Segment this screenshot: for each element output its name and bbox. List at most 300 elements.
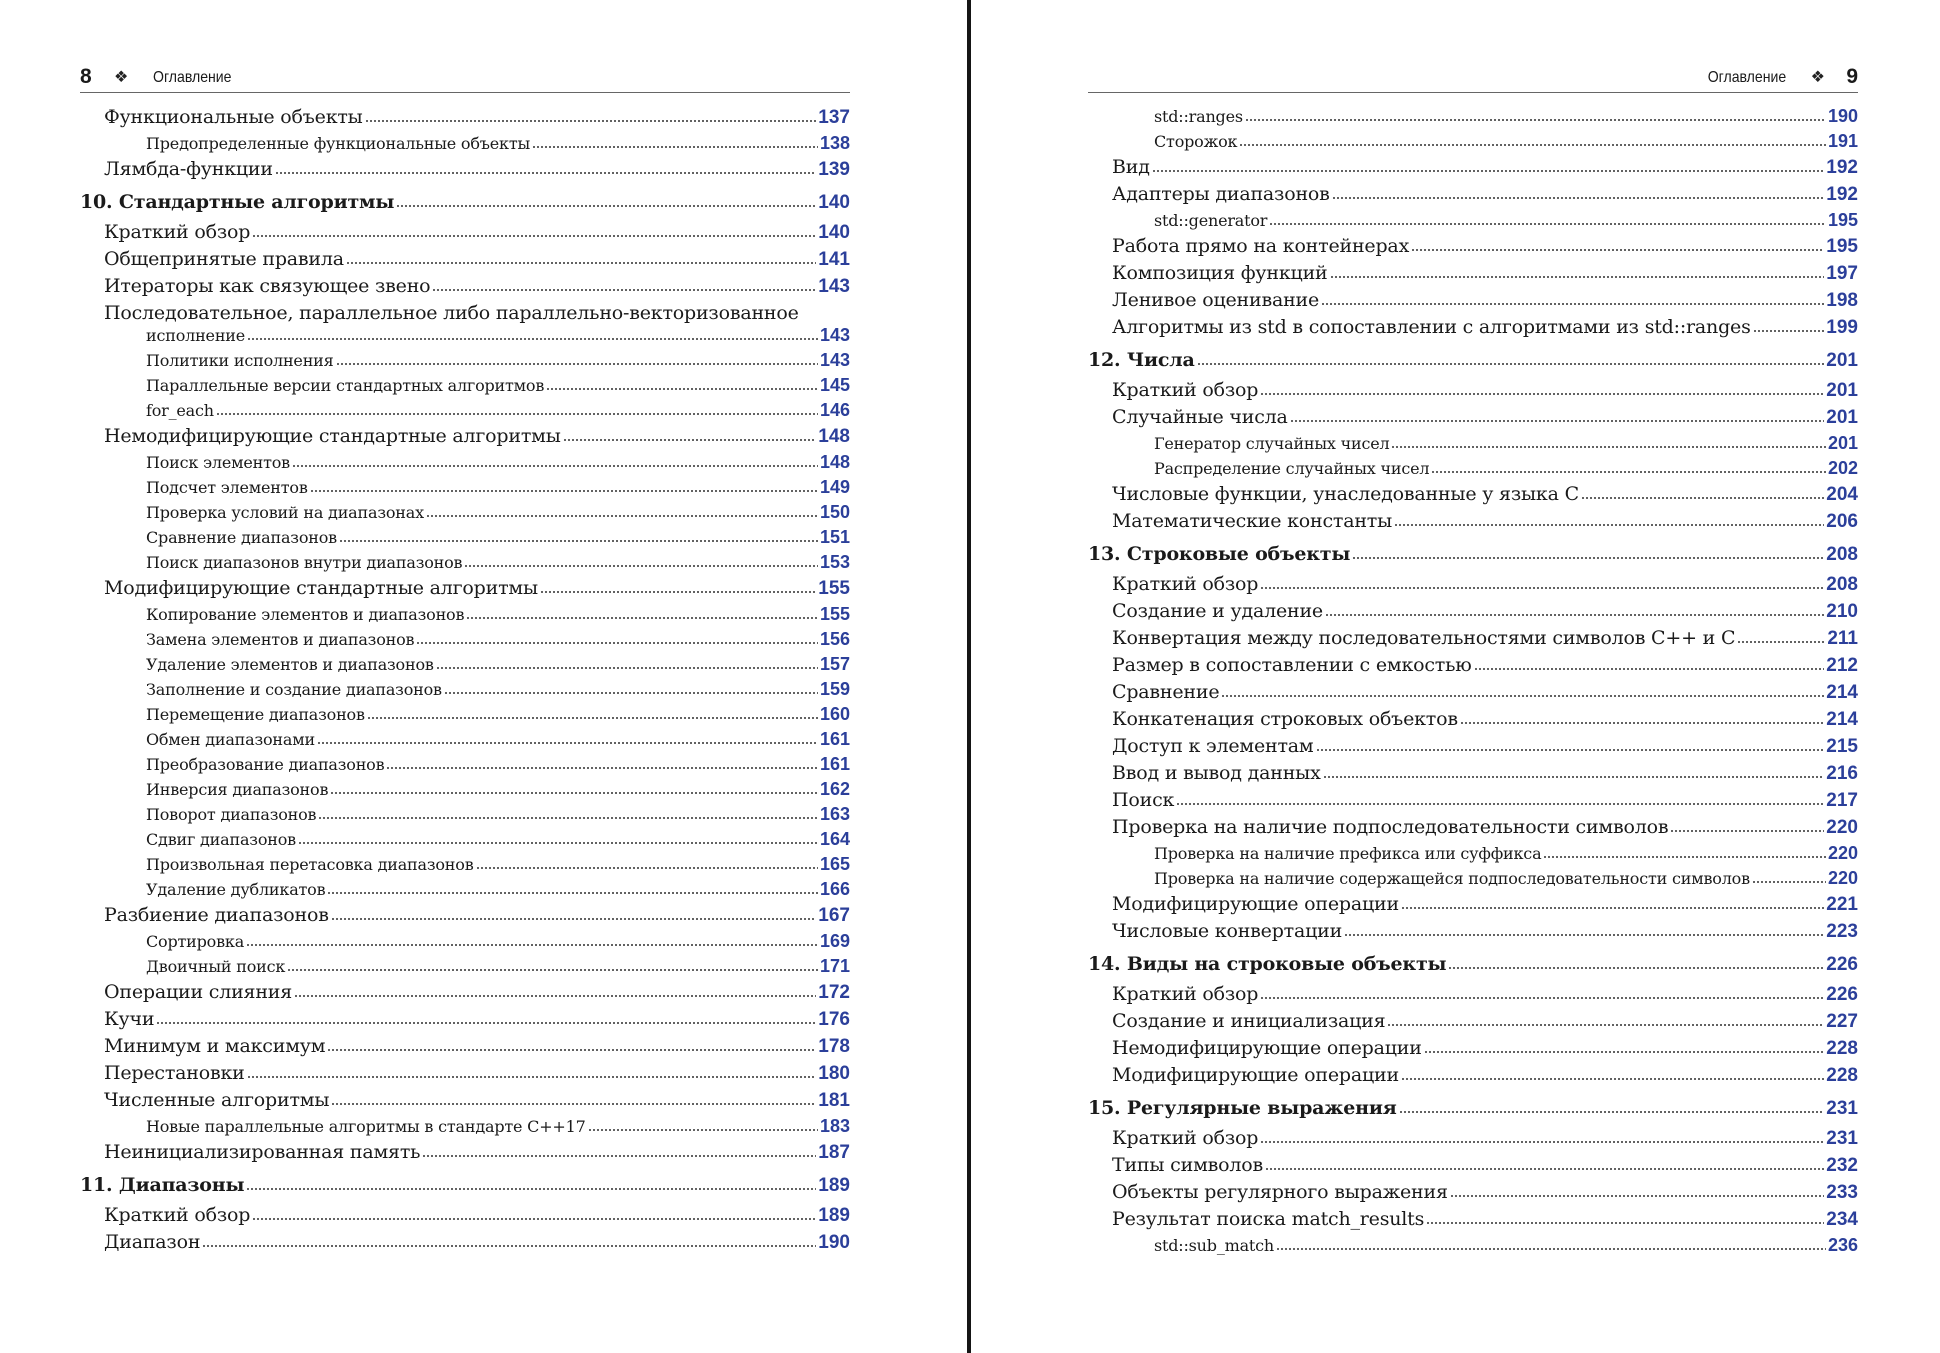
dot-leader (1265, 1154, 1824, 1171)
toc-page-number: 169 (819, 931, 850, 951)
toc-page-number: 211 (1827, 628, 1858, 650)
toc-page-number: 143 (818, 276, 850, 298)
toc-entry-title: Немодифицирующие стандартные алгоритмы (104, 425, 561, 448)
toc-page-number: 138 (819, 133, 850, 153)
toc-entry[interactable] (80, 577, 850, 604)
toc-list-right (1088, 106, 1858, 1260)
dot-leader (1176, 789, 1824, 806)
toc-entry[interactable] (1088, 762, 1858, 789)
toc-entry-title: Поворот диапазонов (146, 805, 317, 824)
toc-page-number: 226 (1826, 984, 1858, 1006)
toc-entry-title: Итераторы как связующее звено (104, 275, 431, 298)
toc-entry-title: Разбиение диапазонов (104, 904, 329, 927)
toc-entry-title: Минимум и максимум (104, 1035, 326, 1058)
toc-entry[interactable] (80, 1204, 850, 1231)
dot-leader (252, 221, 816, 238)
dot-leader (422, 1141, 816, 1158)
toc-entry[interactable] (1088, 600, 1858, 627)
toc-entry[interactable] (80, 904, 850, 931)
toc-entry[interactable] (80, 629, 850, 654)
toc-entry[interactable] (1088, 262, 1858, 289)
toc-page-number: 228 (1826, 1065, 1858, 1087)
page-number: 8 (80, 65, 92, 88)
toc-entry-title: Работа прямо на контейнерах (1112, 235, 1410, 258)
toc-entry[interactable] (1088, 573, 1858, 600)
dot-leader (1460, 708, 1824, 725)
toc-entry-title: Параллельные версии стандартных алгоритмов (146, 376, 545, 395)
toc-entry[interactable] (80, 1089, 850, 1116)
toc-page-number: 143 (819, 350, 850, 370)
toc-entry-title: Диапазон (104, 1231, 201, 1254)
toc-page-number: 204 (1826, 484, 1858, 506)
toc-entry[interactable] (1088, 681, 1858, 708)
toc-entry-title: std::ranges (1154, 107, 1243, 126)
toc-page-number: 208 (1826, 574, 1858, 596)
dot-leader (1753, 316, 1825, 333)
toc-page-number: 140 (818, 192, 850, 214)
toc-entry-title: Перестановки (104, 1062, 245, 1085)
toc-entry-title: 12. Числа (1088, 349, 1195, 372)
toc-entry-title: Численные алгоритмы (104, 1089, 330, 1112)
dot-leader (1670, 816, 1824, 833)
toc-chapter[interactable] (1088, 349, 1858, 376)
dot-leader (1152, 156, 1825, 173)
toc-entry[interactable] (1088, 708, 1858, 735)
toc-entry-title: Кучи (104, 1008, 155, 1031)
toc-entry[interactable] (80, 302, 850, 325)
toc-page-number: 148 (818, 426, 850, 448)
toc-entry-title: Общепринятые правила (104, 248, 344, 271)
page-number: 9 (1846, 65, 1858, 88)
toc-page-number: 228 (1826, 1038, 1858, 1060)
toc-page-number: 201 (1826, 380, 1858, 402)
toc-entry-title: Вид (1112, 156, 1150, 179)
toc-page-number: 163 (819, 804, 850, 824)
toc-page-number: 214 (1826, 709, 1858, 731)
toc-page-number: 217 (1826, 790, 1858, 812)
toc-entry[interactable] (80, 1141, 850, 1168)
toc-entry-title: Размер в сопоставлении с емкостью (1112, 654, 1472, 677)
toc-entry[interactable] (80, 452, 850, 477)
dot-leader (1245, 108, 1826, 122)
toc-entry-title: Краткий обзор (104, 1204, 251, 1227)
dot-leader (563, 425, 817, 442)
toc-page-number: 146 (819, 400, 850, 420)
dot-leader (532, 135, 818, 149)
dot-leader (1474, 654, 1825, 671)
dot-leader (546, 377, 818, 391)
toc-entry[interactable] (1088, 289, 1858, 316)
toc-entry-title: Создание и инициализация (1112, 1010, 1386, 1033)
dot-leader (246, 933, 818, 947)
toc-page-number: 233 (1826, 1182, 1858, 1204)
toc-entry-title: Результат поиска match_results (1112, 1208, 1425, 1231)
toc-entry[interactable] (1088, 735, 1858, 762)
running-title: Оглавление (153, 69, 232, 86)
toc-page-number: 223 (1826, 921, 1858, 943)
toc-page-number: 181 (818, 1090, 850, 1112)
toc-entry-title: Адаптеры диапазонов (1112, 183, 1330, 206)
dot-leader (336, 352, 818, 366)
dot-leader (1276, 1237, 1826, 1251)
toc-page-number: 210 (1826, 601, 1858, 623)
toc-entry[interactable] (1088, 816, 1858, 843)
toc-entry[interactable] (80, 754, 850, 779)
toc-entry-title: Проверка на наличие префикса или суффикса (1154, 844, 1542, 863)
toc-page-number: 192 (1826, 157, 1858, 179)
toc-entry-title: Случайные числа (1112, 406, 1288, 429)
toc-page-number: 183 (819, 1116, 850, 1136)
ornament-icon: ❖ (114, 69, 129, 86)
toc-entry[interactable] (80, 956, 850, 981)
dot-leader (386, 756, 818, 770)
toc-entry[interactable] (80, 275, 850, 302)
toc-entry-title: Новые параллельные алгоритмы в стандарте C++17 (146, 1117, 586, 1136)
toc-entry[interactable] (1088, 1037, 1858, 1064)
toc-page-number: 145 (819, 375, 850, 395)
toc-entry-title: std::generator (1154, 211, 1268, 230)
toc-entry[interactable] (80, 604, 850, 629)
toc-entry[interactable] (1088, 893, 1858, 920)
toc-entry-title: Создание и удаление (1112, 600, 1323, 623)
toc-entry-title: Математические константы (1112, 510, 1393, 533)
toc-entry[interactable] (80, 477, 850, 502)
dot-leader (331, 1089, 816, 1106)
dot-leader (436, 656, 818, 670)
toc-page-number: 231 (1826, 1098, 1858, 1120)
toc-entry[interactable] (1088, 106, 1858, 131)
toc-chapter[interactable] (1088, 543, 1858, 570)
toc-entry[interactable] (80, 879, 850, 904)
toc-entry[interactable] (80, 1008, 850, 1035)
toc-entry[interactable] (1088, 235, 1858, 262)
toc-entry[interactable] (1088, 843, 1858, 868)
toc-entry-title: Доступ к элементам (1112, 735, 1314, 758)
toc-entry[interactable] (80, 804, 850, 829)
toc-entry-title: Числовые функции, унаследованные у языка C (1112, 483, 1579, 506)
dot-leader (330, 781, 818, 795)
toc-entry-title: Двоичный поиск (146, 957, 286, 976)
dot-leader (1321, 289, 1824, 306)
toc-entry[interactable] (80, 325, 850, 350)
toc-entry[interactable] (1088, 510, 1858, 537)
toc-entry[interactable] (1088, 316, 1858, 343)
dot-leader (1330, 262, 1825, 279)
toc-entry[interactable] (1088, 789, 1858, 816)
right-page-header (1088, 62, 1858, 93)
toc-page-number: 187 (818, 1142, 850, 1164)
dot-leader (327, 881, 818, 895)
toc-page-number: 148 (819, 452, 850, 472)
book-spine (967, 0, 971, 1353)
toc-entry-title: Сторожок (1154, 132, 1238, 151)
toc-entry[interactable] (1088, 210, 1858, 235)
dot-leader (1424, 1037, 1825, 1054)
toc-page-number: 231 (1826, 1128, 1858, 1150)
dot-leader (1411, 235, 1824, 252)
toc-entry[interactable] (80, 221, 850, 248)
toc-page-number: 176 (818, 1009, 850, 1031)
toc-entry-title: Краткий обзор (1112, 379, 1259, 402)
dot-leader (1325, 600, 1824, 617)
dot-leader (1391, 435, 1825, 449)
dot-leader (444, 681, 818, 695)
dot-leader (252, 1204, 816, 1221)
toc-page-number: 161 (819, 754, 850, 774)
toc-entry-title: Преобразование диапазонов (146, 755, 385, 774)
dot-leader (1260, 573, 1824, 590)
toc-entry-title: Проверка условий на диапазонах (146, 503, 424, 522)
dot-leader (476, 856, 818, 870)
toc-page-number: 202 (1827, 458, 1858, 478)
dot-leader (331, 904, 817, 921)
toc-entry-title: Заполнение и создание диапазонов (146, 680, 442, 699)
toc-page-number: 137 (818, 107, 850, 129)
toc-entry-title: Обмен диапазонами (146, 730, 315, 749)
toc-list-left (80, 106, 850, 1258)
dot-leader (1581, 483, 1824, 500)
toc-entry[interactable] (80, 527, 850, 552)
toc-entry[interactable] (1088, 433, 1858, 458)
toc-entry-title: Предопределенные функциональные объекты (146, 134, 531, 153)
toc-page-number: 234 (1826, 1209, 1858, 1231)
toc-entry-title: std::sub_match (1154, 1236, 1275, 1255)
toc-entry-title: 14. Виды на строковые объекты (1088, 953, 1447, 976)
toc-entry-title: Инверсия диапазонов (146, 780, 329, 799)
toc-entry-title: Краткий обзор (1112, 983, 1259, 1006)
toc-entry-title: Краткий обзор (1112, 573, 1259, 596)
toc-page-number: 201 (1826, 350, 1858, 372)
toc-entry[interactable] (80, 248, 850, 275)
dot-leader (1352, 543, 1824, 560)
toc-entry[interactable] (80, 931, 850, 956)
toc-page-number: 199 (1826, 317, 1858, 339)
toc-entry-title: Сортировка (146, 932, 245, 951)
toc-page-number: 164 (819, 829, 850, 849)
toc-entry-title: Неинициализированная память (104, 1141, 421, 1164)
toc-page-number: 195 (1826, 236, 1858, 258)
dot-leader (327, 1035, 816, 1052)
toc-entry[interactable] (80, 981, 850, 1008)
dot-leader (317, 731, 818, 745)
toc-entry-title: Конкатенация строковых объектов (1112, 708, 1458, 731)
toc-page-number: 201 (1826, 407, 1858, 429)
toc-entry[interactable] (80, 400, 850, 425)
toc-entry[interactable] (80, 829, 850, 854)
toc-entry-title: Лямбда-функции (104, 158, 273, 181)
toc-entry[interactable] (80, 158, 850, 185)
toc-page-number: 221 (1826, 894, 1858, 916)
toc-entry-title: исполнение (146, 326, 246, 345)
toc-entry-title: 13. Строковые объекты (1088, 543, 1351, 566)
toc-entry-title: Замена элементов и диапазонов (146, 630, 415, 649)
toc-page-number: 220 (1826, 817, 1858, 839)
toc-entry[interactable] (1088, 627, 1858, 654)
left-page (80, 62, 850, 1258)
dot-leader (1448, 953, 1824, 970)
dot-leader (292, 454, 818, 468)
toc-entry-title: Сдвиг диапазонов (146, 830, 296, 849)
toc-entry[interactable] (1088, 983, 1858, 1010)
toc-entry[interactable] (1088, 483, 1858, 510)
toc-page-number: 198 (1826, 290, 1858, 312)
toc-entry-title: Политики исполнения (146, 351, 334, 370)
toc-page-number: 160 (819, 704, 850, 724)
toc-entry-title: Операции слияния (104, 981, 293, 1004)
toc-entry[interactable] (1088, 1064, 1858, 1091)
toc-entry[interactable] (80, 350, 850, 375)
dot-leader (1399, 1097, 1825, 1114)
toc-entry[interactable] (80, 1062, 850, 1089)
toc-entry-title: Подсчет элементов (146, 478, 308, 497)
dot-leader (298, 831, 818, 845)
toc-page-number: 189 (818, 1205, 850, 1227)
dot-leader (1450, 1181, 1825, 1198)
dot-leader (156, 1008, 816, 1025)
toc-page-number: 141 (818, 249, 850, 271)
toc-entry-title: Удаление дубликатов (146, 880, 326, 899)
toc-entry-title: Копирование элементов и диапазонов (146, 605, 465, 624)
toc-entry-title: 15. Регулярные выражения (1088, 1097, 1397, 1120)
toc-entry-title: Краткий обзор (104, 221, 251, 244)
toc-entry[interactable] (80, 854, 850, 879)
toc-entry[interactable] (1088, 1208, 1858, 1235)
toc-entry[interactable] (80, 502, 850, 527)
toc-entry[interactable] (1088, 379, 1858, 406)
toc-entry[interactable] (1088, 654, 1858, 681)
dot-leader (1394, 510, 1824, 527)
running-title: Оглавление (1707, 69, 1786, 86)
dot-leader (1426, 1208, 1824, 1225)
dot-leader (318, 806, 818, 820)
toc-entry-title: 11. Диапазоны (80, 1174, 245, 1197)
toc-page-number: 220 (1827, 843, 1858, 863)
toc-entry-title: Поиск элементов (146, 453, 290, 472)
dot-leader (346, 248, 816, 265)
dot-leader (275, 158, 816, 175)
toc-entry[interactable] (80, 654, 850, 679)
dot-leader (1260, 379, 1824, 396)
right-page (1088, 62, 1858, 1260)
toc-entry-title: Конвертация между последовательностями символов C++ и C (1112, 627, 1736, 650)
toc-entry-title: for_each (146, 401, 214, 420)
toc-entry[interactable] (1088, 1181, 1858, 1208)
toc-entry[interactable] (80, 1231, 850, 1258)
toc-entry[interactable] (1088, 156, 1858, 183)
toc-entry[interactable] (80, 1116, 850, 1141)
toc-page-number: 151 (819, 527, 850, 547)
toc-entry-title: Перемещение диапазонов (146, 705, 365, 724)
dot-leader (588, 1118, 818, 1132)
toc-entry[interactable] (1088, 1010, 1858, 1037)
dot-leader (202, 1231, 816, 1248)
toc-page-number: 201 (1827, 433, 1858, 453)
dot-leader (1543, 845, 1826, 859)
toc-page-number: 166 (819, 879, 850, 899)
toc-entry-title: Поиск диапазонов внутри диапазонов (146, 553, 463, 572)
toc-page-number: 214 (1826, 682, 1858, 704)
toc-page-number: 227 (1826, 1011, 1858, 1033)
toc-entry[interactable] (80, 552, 850, 577)
toc-entry[interactable] (80, 729, 850, 754)
toc-chapter[interactable] (1088, 953, 1858, 980)
toc-entry-title: Генератор случайных чисел (1154, 434, 1390, 453)
toc-entry[interactable] (1088, 868, 1858, 893)
toc-entry[interactable] (1088, 458, 1858, 483)
toc-page-number: 159 (819, 679, 850, 699)
toc-entry[interactable] (80, 425, 850, 452)
toc-page-number: 208 (1826, 544, 1858, 566)
toc-entry-title: Типы символов (1112, 1154, 1263, 1177)
toc-entry-title: Объекты регулярного выражения (1112, 1181, 1448, 1204)
toc-entry[interactable] (80, 704, 850, 729)
toc-page-number: 149 (819, 477, 850, 497)
toc-chapter[interactable] (80, 1174, 850, 1201)
toc-page-number: 190 (1827, 106, 1858, 126)
dot-leader (1269, 212, 1826, 226)
toc-entry[interactable] (1088, 406, 1858, 433)
toc-entry[interactable] (80, 679, 850, 704)
toc-entry-title: Модифицирующие операции (1112, 893, 1399, 916)
toc-entry[interactable] (1088, 1127, 1858, 1154)
toc-entry-title: Удаление элементов и диапазонов (146, 655, 434, 674)
toc-page-number: 171 (819, 956, 850, 976)
toc-entry[interactable] (1088, 920, 1858, 947)
toc-page-number: 197 (1826, 263, 1858, 285)
toc-entry-title: Поиск (1112, 789, 1175, 812)
toc-entry[interactable] (80, 133, 850, 158)
toc-entry-title: Модифицирующие стандартные алгоритмы (104, 577, 538, 600)
toc-entry[interactable] (1088, 1154, 1858, 1181)
toc-page-number: 189 (818, 1175, 850, 1197)
toc-entry[interactable] (1088, 183, 1858, 210)
toc-page-number: 165 (819, 854, 850, 874)
toc-entry-title: Ленивое оценивание (1112, 289, 1320, 312)
dot-leader (432, 275, 816, 292)
toc-entry[interactable] (80, 375, 850, 400)
dot-leader (365, 106, 817, 123)
toc-entry[interactable] (80, 1035, 850, 1062)
toc-entry-title: Распределение случайных чисел (1154, 459, 1430, 478)
dot-leader (1290, 406, 1825, 423)
toc-page-number: 191 (1827, 131, 1858, 151)
dot-leader (1737, 627, 1825, 644)
dot-leader (1344, 920, 1824, 937)
dot-leader (1431, 460, 1826, 474)
toc-entry-title: Модифицирующие операции (1112, 1064, 1399, 1087)
toc-entry-title: Проверка на наличие подпоследовательности символов (1112, 816, 1669, 839)
toc-page-number: 157 (819, 654, 850, 674)
toc-entry-title: Ввод и вывод данных (1112, 762, 1321, 785)
toc-chapter[interactable] (80, 191, 850, 218)
toc-page-number: 226 (1826, 954, 1858, 976)
toc-page-number: 161 (819, 729, 850, 749)
toc-entry[interactable] (80, 106, 850, 133)
toc-entry[interactable] (80, 779, 850, 804)
toc-entry-title: Функциональные объекты (104, 106, 363, 129)
toc-page-number: 220 (1827, 868, 1858, 888)
toc-entry[interactable] (1088, 131, 1858, 156)
toc-page-number: 162 (819, 779, 850, 799)
toc-entry-title: Алгоритмы из std в сопоставлении с алгоритмами из std::ranges (1112, 316, 1751, 339)
toc-page-number: 150 (819, 502, 850, 522)
toc-chapter[interactable] (1088, 1097, 1858, 1124)
toc-page-number: 156 (819, 629, 850, 649)
toc-entry[interactable] (1088, 1235, 1858, 1260)
toc-entry-title: Немодифицирующие операции (1112, 1037, 1422, 1060)
dot-leader (247, 1062, 817, 1079)
dot-leader (1197, 349, 1825, 366)
